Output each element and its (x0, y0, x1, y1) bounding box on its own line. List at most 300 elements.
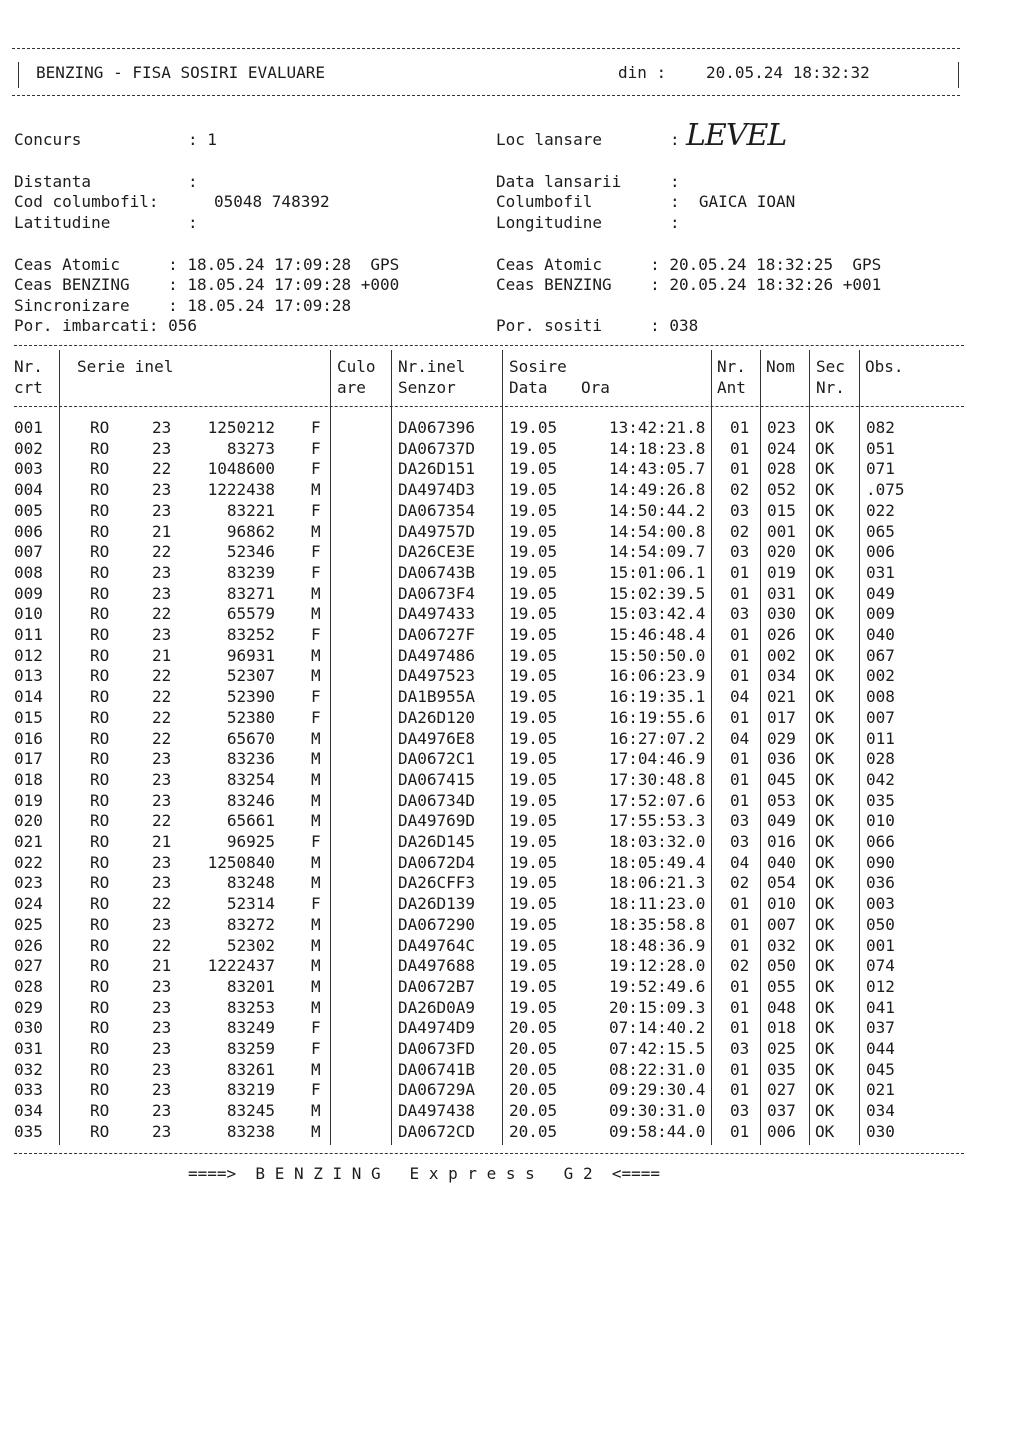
cell-obs: 035 (866, 790, 895, 810)
cell-obs: 003 (866, 894, 895, 914)
cell-year: 21 (152, 956, 172, 976)
cell-sex: M (311, 749, 321, 769)
cell-time: 15:50:50.0 (609, 645, 706, 665)
cell-year: 23 (152, 438, 172, 458)
cell-year: 22 (152, 728, 172, 748)
cell-year: 23 (152, 914, 172, 934)
cell-sensor: DA06729A (398, 1080, 476, 1100)
cell-crt: 035 (14, 1121, 43, 1141)
table-bottom-border (14, 1153, 964, 1154)
header-right-bar (958, 62, 959, 88)
cell-obs: 007 (866, 707, 895, 727)
cell-sex: F (311, 459, 321, 479)
cell-sec: OK (815, 728, 835, 748)
cell-nom: 054 (767, 873, 796, 893)
cell-date: 19.05 (509, 852, 558, 872)
cell-ring: 52314 (226, 894, 275, 914)
cell-ring: 52302 (226, 935, 275, 955)
cell-ant: 02 (730, 873, 750, 893)
cell-crt: 022 (14, 852, 43, 872)
distanta-label: Distanta (14, 172, 92, 191)
cell-ring: 83273 (226, 438, 275, 458)
cell-sex: M (311, 790, 321, 810)
cell-ant: 04 (730, 687, 750, 707)
cell-sensor: DA067290 (398, 914, 476, 934)
cell-country: RO (90, 749, 110, 769)
cell-ant: 02 (730, 956, 750, 976)
cell-country: RO (90, 459, 110, 479)
cell-nom: 035 (767, 1059, 796, 1079)
cell-sensor: DA0673FD (398, 1039, 476, 1058)
cell-year: 22 (152, 604, 172, 624)
cell-ring: 83239 (226, 562, 275, 582)
cell-time: 15:02:39.5 (609, 583, 706, 603)
cell-country: RO (90, 562, 110, 582)
cell-year: 23 (152, 562, 172, 582)
cell-country: RO (90, 625, 110, 644)
cell-obs: 074 (866, 956, 895, 976)
cell-nom: 052 (767, 480, 796, 500)
cell-date: 19.05 (509, 562, 558, 582)
cell-ant: 04 (730, 728, 750, 748)
cell-sec: OK (815, 625, 835, 644)
cell-sex: M (311, 728, 321, 748)
cell-sex: M (311, 956, 321, 976)
cell-obs: 067 (866, 645, 895, 665)
table-header-divider (14, 406, 964, 407)
cell-ring: 96925 (226, 832, 275, 851)
columbofil-value: : GAICA IOAN (670, 192, 796, 211)
cell-time: 15:46:48.4 (609, 625, 706, 644)
cell-sex: F (311, 418, 321, 437)
cell-sec: OK (815, 418, 835, 437)
cell-ant: 03 (730, 832, 750, 851)
cell-country: RO (90, 769, 110, 789)
cell-ant: 01 (730, 459, 750, 479)
cell-year: 23 (152, 583, 172, 603)
cell-ant: 04 (730, 852, 750, 872)
cell-ant: 01 (730, 1080, 750, 1100)
cell-crt: 021 (14, 832, 43, 851)
cell-date: 19.05 (509, 769, 558, 789)
header-crt: crt (14, 378, 43, 397)
cell-date: 19.05 (509, 687, 558, 707)
cell-crt: 011 (14, 625, 43, 644)
cell-crt: 008 (14, 562, 43, 582)
cell-ant: 03 (730, 604, 750, 624)
cell-crt: 030 (14, 1018, 43, 1038)
cell-date: 19.05 (509, 873, 558, 893)
cell-sensor: DA4976E8 (398, 728, 476, 748)
cell-ant: 01 (730, 769, 750, 789)
cell-sec: OK (815, 894, 835, 914)
cell-crt: 004 (14, 480, 43, 500)
cell-obs: 010 (866, 811, 895, 831)
cell-obs: 051 (866, 438, 895, 458)
cell-date: 20.05 (509, 1018, 558, 1038)
columbofil-label: Columbofil (496, 192, 593, 211)
cell-date: 19.05 (509, 500, 558, 520)
cell-country: RO (90, 728, 110, 748)
cell-crt: 033 (14, 1080, 43, 1100)
cell-sec: OK (815, 873, 835, 893)
cell-obs: 045 (866, 1059, 895, 1079)
cell-ant: 01 (730, 976, 750, 996)
cell-sensor: DA497523 (398, 666, 476, 686)
cell-ant: 01 (730, 666, 750, 686)
cell-nom: 049 (767, 811, 796, 831)
cell-nom: 016 (767, 832, 796, 851)
cell-country: RO (90, 1101, 110, 1121)
cell-ant: 03 (730, 542, 750, 562)
cell-nom: 015 (767, 500, 796, 520)
cell-sensor: DA067415 (398, 769, 476, 789)
cell-obs: 001 (866, 935, 895, 955)
cell-country: RO (90, 521, 110, 541)
concurs-value: : 1 (188, 130, 217, 149)
cell-ring: 83238 (226, 1121, 275, 1141)
cell-nom: 037 (767, 1101, 796, 1121)
cell-year: 23 (152, 1059, 172, 1079)
cell-country: RO (90, 811, 110, 831)
cell-sensor: DA1B955A (398, 687, 476, 707)
cell-date: 19.05 (509, 997, 558, 1017)
cell-sec: OK (815, 687, 835, 707)
sincronizare: Sincronizare : 18.05.24 17:09:28 (14, 296, 352, 315)
cell-obs: 066 (866, 832, 895, 851)
cell-crt: 005 (14, 500, 43, 520)
header-left-bar (18, 62, 19, 88)
cell-country: RO (90, 645, 110, 665)
cell-nom: 026 (767, 625, 796, 644)
cell-crt: 027 (14, 956, 43, 976)
longitudine-label: Longitudine (496, 213, 602, 232)
cell-crt: 020 (14, 811, 43, 831)
header-sosire: Sosire (509, 357, 567, 376)
cell-sex: M (311, 666, 321, 686)
porumbei-imbarcati: Por. imbarcati: 056 (14, 316, 198, 335)
cell-year: 23 (152, 1080, 172, 1100)
cell-sex: F (311, 894, 321, 914)
cell-year: 22 (152, 707, 172, 727)
cell-sensor: DA06741B (398, 1059, 476, 1079)
cell-ant: 01 (730, 894, 750, 914)
cell-country: RO (90, 687, 110, 707)
cell-date: 20.05 (509, 1080, 558, 1100)
cell-ant: 01 (730, 562, 750, 582)
data-lansarii-label: Data lansarii (496, 172, 622, 191)
cell-sec: OK (815, 852, 835, 872)
cell-sec: OK (815, 666, 835, 686)
cell-sensor: DA067354 (398, 500, 476, 520)
cell-sex: F (311, 562, 321, 582)
cell-country: RO (90, 500, 110, 520)
cell-sex: M (311, 645, 321, 665)
cell-ring: 83272 (226, 914, 275, 934)
cell-sensor: DA49757D (398, 521, 476, 541)
cell-ring: 83261 (226, 1059, 275, 1079)
cell-sec: OK (815, 976, 835, 996)
cell-obs: 021 (866, 1080, 895, 1100)
cell-crt: 031 (14, 1039, 43, 1058)
cell-date: 19.05 (509, 707, 558, 727)
cell-sensor: DA497486 (398, 645, 476, 665)
header-nom: Nom (766, 357, 795, 376)
cell-obs: 022 (866, 500, 895, 520)
cell-crt: 029 (14, 997, 43, 1017)
cell-crt: 034 (14, 1101, 43, 1121)
cell-sex: M (311, 873, 321, 893)
cell-ant: 01 (730, 418, 750, 437)
cell-year: 23 (152, 1121, 172, 1141)
col-divider-senzor (502, 350, 503, 1145)
cell-country: RO (90, 852, 110, 872)
cell-nom: 021 (767, 687, 796, 707)
col-divider-nom (809, 350, 810, 1145)
cell-country: RO (90, 894, 110, 914)
cell-ring: 83248 (226, 873, 275, 893)
cell-obs: 036 (866, 873, 895, 893)
cell-time: 18:06:21.3 (609, 873, 706, 893)
cell-nom: 019 (767, 562, 796, 582)
header-nr: Nr. (14, 357, 43, 376)
cell-sex: F (311, 1018, 321, 1038)
cell-date: 20.05 (509, 1039, 558, 1058)
cell-nom: 020 (767, 542, 796, 562)
cell-country: RO (90, 1080, 110, 1100)
latitudine-value: : (188, 213, 198, 232)
col-divider-sosire (711, 350, 712, 1145)
cell-sensor: DA26CFF3 (398, 873, 476, 893)
cell-sec: OK (815, 914, 835, 934)
cell-sec: OK (815, 438, 835, 458)
cell-nom: 048 (767, 997, 796, 1017)
cell-ant: 03 (730, 1101, 750, 1121)
cell-year: 23 (152, 769, 172, 789)
cell-sex: F (311, 707, 321, 727)
cell-obs: 028 (866, 749, 895, 769)
cell-ant: 01 (730, 997, 750, 1017)
cell-date: 19.05 (509, 480, 558, 500)
cell-sex: M (311, 997, 321, 1017)
cell-country: RO (90, 418, 110, 437)
cell-date: 19.05 (509, 790, 558, 810)
report-date-label: din : (618, 63, 667, 82)
cell-ring: 65670 (226, 728, 275, 748)
latitudine-label: Latitudine (14, 213, 111, 232)
cell-nom: 055 (767, 976, 796, 996)
cell-sex: F (311, 542, 321, 562)
cell-country: RO (90, 1121, 110, 1141)
cell-sec: OK (815, 935, 835, 955)
cell-year: 23 (152, 418, 172, 437)
cell-sex: M (311, 914, 321, 934)
left-ceas-benzing: Ceas BENZING : 18.05.24 17:09:28 +000 (14, 275, 400, 294)
cell-nom: 028 (767, 459, 796, 479)
cell-sex: F (311, 687, 321, 707)
cell-nom: 031 (767, 583, 796, 603)
cell-crt: 026 (14, 935, 43, 955)
cell-crt: 013 (14, 666, 43, 686)
cell-sec: OK (815, 956, 835, 976)
cell-time: 08:22:31.0 (609, 1059, 706, 1079)
cell-country: RO (90, 935, 110, 955)
cell-time: 14:18:23.8 (609, 438, 706, 458)
cell-crt: 018 (14, 769, 43, 789)
cell-sex: M (311, 604, 321, 624)
header-culo: Culo (337, 357, 376, 376)
cell-time: 16:19:55.6 (609, 707, 706, 727)
cell-time: 14:54:09.7 (609, 542, 706, 562)
cell-date: 19.05 (509, 459, 558, 479)
cell-sec: OK (815, 459, 835, 479)
cell-sex: M (311, 583, 321, 603)
cell-ring: 83252 (226, 625, 275, 644)
loc-lansare-label: Loc lansare (496, 130, 602, 149)
cell-crt: 010 (14, 604, 43, 624)
cell-year: 23 (152, 625, 172, 644)
cell-year: 23 (152, 997, 172, 1017)
cell-nom: 023 (767, 418, 796, 437)
cell-sensor: DA06737D (398, 438, 476, 458)
cell-time: 14:50:44.2 (609, 500, 706, 520)
cell-ant: 01 (730, 1121, 750, 1141)
loc-lansare-handwritten: LEVEL (686, 118, 787, 153)
cell-time: 16:06:23.9 (609, 666, 706, 686)
cell-ant: 01 (730, 1018, 750, 1038)
cell-sec: OK (815, 811, 835, 831)
cell-time: 17:04:46.9 (609, 749, 706, 769)
cell-sensor: DA26CE3E (398, 542, 476, 562)
cell-year: 21 (152, 645, 172, 665)
cell-obs: 050 (866, 914, 895, 934)
cell-country: RO (90, 583, 110, 603)
cell-ant: 01 (730, 625, 750, 644)
cell-date: 19.05 (509, 604, 558, 624)
cell-ring: 83249 (226, 1018, 275, 1038)
col-divider-culoare (391, 350, 392, 1145)
cell-date: 19.05 (509, 583, 558, 603)
distanta-value: : (188, 172, 198, 191)
cell-date: 19.05 (509, 894, 558, 914)
cell-sensor: DA26D151 (398, 459, 476, 479)
cell-date: 19.05 (509, 832, 558, 851)
cell-ring: 83245 (226, 1101, 275, 1121)
cell-sec: OK (815, 832, 835, 851)
cell-nom: 032 (767, 935, 796, 955)
cell-sensor: DA497433 (398, 604, 476, 624)
cell-sec: OK (815, 583, 835, 603)
cell-year: 23 (152, 1101, 172, 1121)
cell-sensor: DA49764C (398, 935, 476, 955)
cell-crt: 032 (14, 1059, 43, 1079)
cell-sensor: DA4974D3 (398, 480, 476, 500)
table-top-border (14, 345, 964, 346)
cell-sex: F (311, 1080, 321, 1100)
cell-nom: 053 (767, 790, 796, 810)
header-nr-ant: Nr. (717, 357, 746, 376)
cell-ring: 65661 (226, 811, 275, 831)
cell-obs: 049 (866, 583, 895, 603)
cell-country: RO (90, 976, 110, 996)
cell-sensor: DA0672C1 (398, 749, 476, 769)
cell-sensor: DA49769D (398, 811, 476, 831)
cell-time: 18:05:49.4 (609, 852, 706, 872)
cell-sec: OK (815, 521, 835, 541)
cell-time: 07:14:40.2 (609, 1018, 706, 1038)
cell-date: 19.05 (509, 666, 558, 686)
cell-time: 18:35:58.8 (609, 914, 706, 934)
cell-time: 18:48:36.9 (609, 935, 706, 955)
cell-nom: 018 (767, 1018, 796, 1038)
right-ceas-atomic: Ceas Atomic : 20.05.24 18:32:25 GPS (496, 255, 882, 274)
cell-date: 19.05 (509, 976, 558, 996)
cell-date: 19.05 (509, 749, 558, 769)
header-senzor: Senzor (398, 378, 456, 397)
cell-nom: 040 (767, 852, 796, 872)
cell-sec: OK (815, 1101, 835, 1121)
cell-ring: 96931 (226, 645, 275, 665)
cell-year: 22 (152, 935, 172, 955)
col-divider-ant (760, 350, 761, 1145)
cell-time: 16:27:07.2 (609, 728, 706, 748)
cell-time: 07:42:15.5 (609, 1039, 706, 1058)
cell-sex: M (311, 769, 321, 789)
cell-year: 22 (152, 894, 172, 914)
concurs-label: Concurs (14, 130, 82, 149)
cell-time: 14:54:00.8 (609, 521, 706, 541)
cell-sensor: DA0672CD (398, 1121, 476, 1141)
cell-sex: M (311, 852, 321, 872)
cell-crt: 012 (14, 645, 43, 665)
cell-sensor: DA26D145 (398, 832, 476, 851)
cell-sensor: DA0672B7 (398, 976, 476, 996)
cell-country: RO (90, 666, 110, 686)
cell-obs: 011 (866, 728, 895, 748)
cell-ant: 03 (730, 811, 750, 831)
cell-ring: 52307 (226, 666, 275, 686)
header-are: are (337, 378, 366, 397)
cell-time: 18:03:32.0 (609, 832, 706, 851)
cell-sec: OK (815, 542, 835, 562)
cell-ant: 03 (730, 500, 750, 520)
cell-nom: 017 (767, 707, 796, 727)
cell-ring: 83246 (226, 790, 275, 810)
cell-nom: 010 (767, 894, 796, 914)
cell-date: 20.05 (509, 1059, 558, 1079)
right-ceas-benzing: Ceas BENZING : 20.05.24 18:32:26 +001 (496, 275, 882, 294)
cell-sex: M (311, 935, 321, 955)
cell-sensor: DA26D0A9 (398, 997, 476, 1017)
loc-lansare-colon: : (670, 130, 680, 149)
cell-ant: 01 (730, 583, 750, 603)
cell-ring: 83271 (226, 583, 275, 603)
cell-sec: OK (815, 1039, 835, 1058)
cell-date: 20.05 (509, 1121, 558, 1141)
cell-ant: 01 (730, 749, 750, 769)
cell-sensor: DA497438 (398, 1101, 476, 1121)
cell-crt: 028 (14, 976, 43, 996)
cell-obs: 041 (866, 997, 895, 1017)
cell-sec: OK (815, 749, 835, 769)
cell-time: 09:30:31.0 (609, 1101, 706, 1121)
left-ceas-atomic: Ceas Atomic : 18.05.24 17:09:28 GPS (14, 255, 400, 274)
cell-country: RO (90, 1018, 110, 1038)
cell-ant: 02 (730, 480, 750, 500)
cell-year: 21 (152, 521, 172, 541)
cell-ant: 01 (730, 790, 750, 810)
cell-sec: OK (815, 1080, 835, 1100)
